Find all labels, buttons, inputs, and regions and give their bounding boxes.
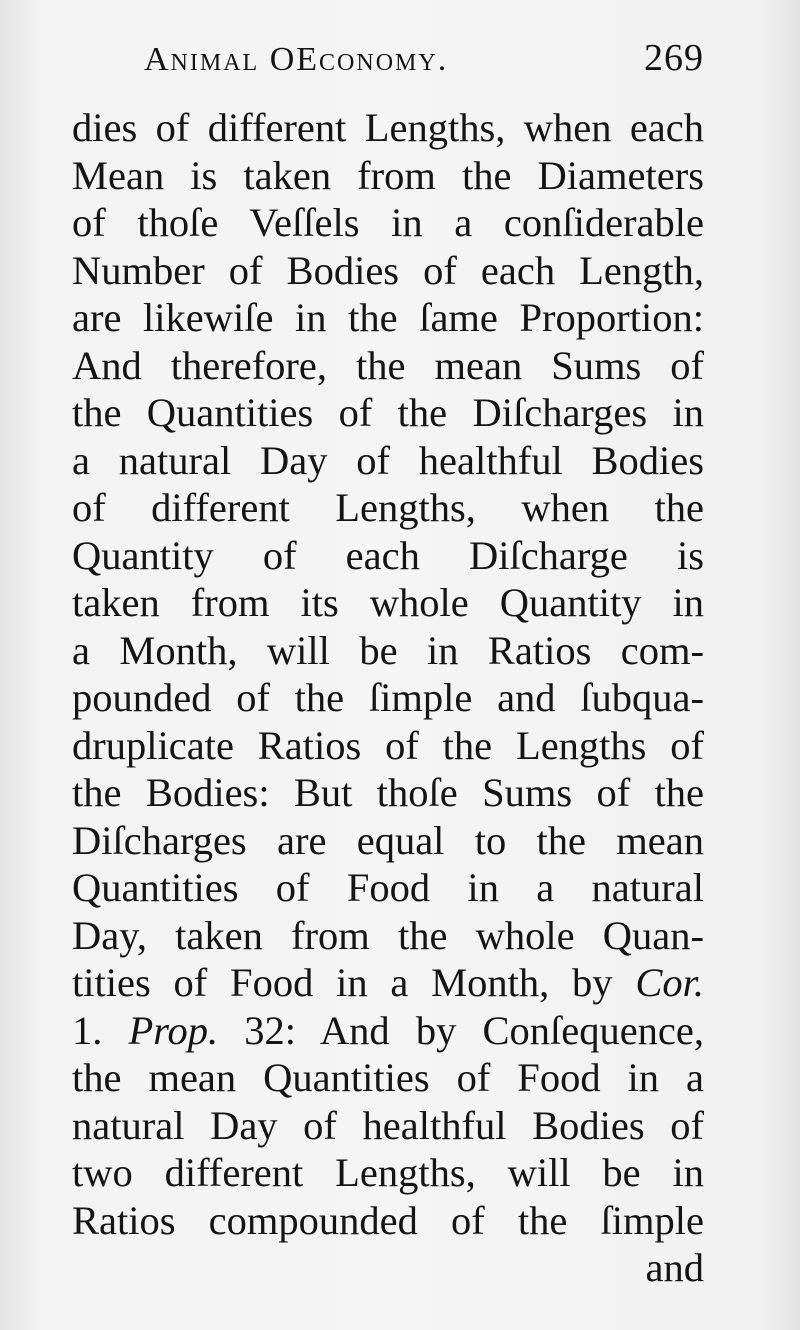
body-text <box>72 104 704 1292</box>
text-line: of thoſe Veſſels in a conſiderable <box>72 200 704 245</box>
text-line: Day, taken from the whole Quan- <box>72 912 704 958</box>
text-line: the Bodies: But thoſe Sums of the <box>72 770 704 815</box>
text-line: taken from its whole Quantity in <box>72 580 704 625</box>
text-line: of different Lengths, when the <box>72 485 704 530</box>
text-line: And therefore, the mean Sums of <box>72 342 704 388</box>
running-title: Animal OEconomy. <box>144 41 449 78</box>
text-line: tities of Food in a Month, by Cor. <box>72 960 704 1005</box>
text-line: Quantity of each Diſcharge is <box>72 532 704 578</box>
text-line: Ratios compounded of the ſimple <box>72 1197 704 1243</box>
text-line: two different Lengths, will be in <box>72 1150 704 1195</box>
italic-reference: Cor. <box>635 960 704 1005</box>
text-line: dies of different Lengths, when each <box>72 105 704 150</box>
text-line: Mean is taken from the Diameters <box>72 152 704 198</box>
text-line: the Quantities of the Diſcharges in <box>72 390 704 435</box>
text-line: a Month, will be in Ratios com- <box>72 627 704 673</box>
text-line: Number of Bodies of each Length, <box>72 247 704 293</box>
page-number: 269 <box>644 37 704 79</box>
text-line: druplicate Ratios of the Lengths of <box>72 722 704 768</box>
text-line: the mean Quantities of Food in a <box>72 1055 704 1100</box>
page-header <box>144 36 704 96</box>
catchword: and <box>645 1245 704 1290</box>
text-line: Quantities of Food in a natural <box>72 865 704 910</box>
text-line: natural Day of healthful Bodies of <box>72 1102 704 1148</box>
text-line: a natural Day of healthful Bodies <box>72 437 704 483</box>
italic-reference: Prop. <box>128 1007 219 1053</box>
text-line: 1. Prop. 32: And by Conſequence, <box>72 1007 704 1053</box>
text-line: are likewiſe in the ſame Proportion: <box>72 295 704 340</box>
text-line: Diſcharges are equal to the mean <box>72 817 704 863</box>
text-line: pounded of the ſimple and ſubqua- <box>72 675 704 720</box>
